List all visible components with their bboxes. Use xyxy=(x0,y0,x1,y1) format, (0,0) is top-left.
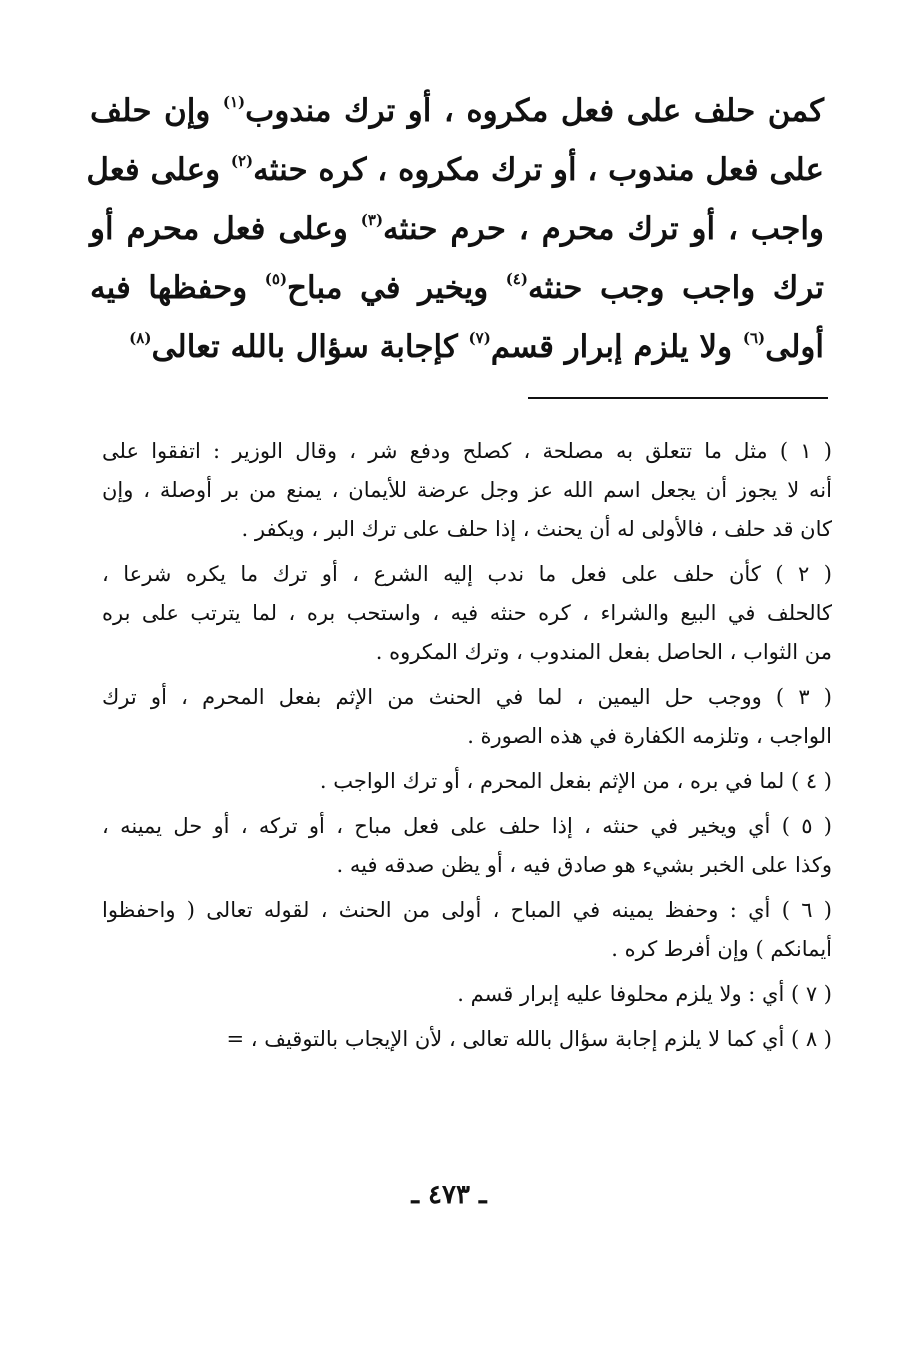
footnote-line: ( ٤ ) لما في بره ، من الإثم بفعل المحرم ، أو ترك الواجب . xyxy=(319,769,832,793)
footnote-marker[interactable]: (٨) xyxy=(129,329,152,347)
main-text-segment: ترك واجب وجب حنثه xyxy=(527,270,824,306)
footnote-line: من الثواب ، الحاصل بفعل المندوب ، وترك المكروه . xyxy=(375,640,832,664)
footnote-8 xyxy=(102,1020,832,1059)
footnote-marker[interactable]: (٤) xyxy=(505,270,528,288)
main-text-segment: وعلى فعل محرم أو xyxy=(90,211,361,247)
footnote-line: ( ٥ ) أي ويخير في حنثه ، إذا حلف على فعل مباح ، أو تركه ، أو حل يمينه ، xyxy=(102,814,832,838)
main-text-line xyxy=(90,259,824,318)
footnote-3 xyxy=(102,678,832,756)
footnote-marker[interactable]: (١) xyxy=(222,93,246,111)
footnote-separator xyxy=(528,397,828,399)
footnote-line: ( ٣ ) ووجب حل اليمين ، لما في الحنث من الإثم بفعل المحرم ، أو ترك xyxy=(102,685,832,709)
footnote-marker[interactable]: (٦) xyxy=(742,329,766,347)
footnote-marker[interactable]: (٢) xyxy=(230,152,254,170)
footnote-line: وكذا على الخبر بشيء هو صادق فيه ، أو يظن صدقه فيه . xyxy=(336,853,832,877)
footnote-marker[interactable]: (٣) xyxy=(360,211,384,229)
main-text-segment: وإن حلف xyxy=(90,93,223,129)
footnote-line: ( ٦ ) أي : وحفظ يمينه في المباح ، أولى من الحنث ، لقوله تعالى ( واحفظوا xyxy=(102,898,832,922)
footnote-5 xyxy=(102,807,832,885)
main-text-segment: كمن حلف على فعل مكروه ، أو ترك مندوب xyxy=(245,93,825,129)
footnote-marker[interactable]: (٥) xyxy=(264,270,288,288)
footnote-4 xyxy=(102,762,832,801)
footnote-6 xyxy=(102,891,832,969)
footnote-line: ( ٧ ) أي : ولا يلزم محلوفا عليه إبرار قسم . xyxy=(457,982,832,1006)
footnote-line: ( ٢ ) كأن حلف على فعل ما ندب إليه الشرع ، أو ترك ما يكره شرعا ، xyxy=(102,562,832,586)
footnotes-section xyxy=(102,432,832,1065)
footnote-line: ( ٨ ) أي كما لا يلزم إجابة سؤال بالله تعالى ، لأن الإيجاب بالتوقيف ، = xyxy=(226,1027,832,1051)
main-text-line xyxy=(86,141,824,200)
footnote-7 xyxy=(102,975,832,1014)
main-text-segment: واجب ، أو ترك محرم ، حرم حنثه xyxy=(383,211,824,247)
footnote-marker[interactable]: (٧) xyxy=(468,329,491,347)
footnote-line: الواجب ، وتلزمه الكفارة في هذه الصورة . xyxy=(467,724,832,748)
main-text-segment: وعلى فعل xyxy=(86,152,231,188)
footnote-line: أيمانكم ) وإن أفرط كره . xyxy=(611,937,832,961)
main-text-segment: وحفظها فيه xyxy=(90,270,265,306)
main-text-line xyxy=(90,318,824,377)
main-text-block xyxy=(86,82,825,377)
main-text-segment: أولى xyxy=(765,329,824,365)
main-text-segment: ويخير في مباح xyxy=(287,270,506,306)
main-text-segment: كإجابة سؤال بالله تعالى xyxy=(151,329,469,365)
footnote-line: كان قد حلف ، فالأولى له أن يحنث ، إذا حلف على ترك البر ، ويكفر . xyxy=(241,517,832,541)
main-text-segment: ولا يلزم إبرار قسم xyxy=(490,329,743,365)
page-number: ـ ٤٧٣ ـ xyxy=(411,1180,487,1210)
footnote-1 xyxy=(102,432,832,549)
footnote-line: أنه لا يجوز أن يجعل اسم الله عز وجل عرضة للأيمان ، يمنع من بر أوصلة ، وإن xyxy=(102,478,832,502)
footnote-line: ( ١ ) مثل ما تتعلق به مصلحة ، كصلح ودفع شر ، وقال الوزير : اتفقوا على xyxy=(102,439,832,463)
main-text-segment: على فعل مندوب ، أو ترك مكروه ، كره حنثه xyxy=(253,152,824,188)
footnote-2 xyxy=(102,555,832,672)
main-text-line xyxy=(90,200,824,259)
main-text-line xyxy=(90,82,824,141)
footnote-line: كالحلف في البيع والشراء ، كره حنثه فيه ، واستحب بره ، لما يترتب على بره xyxy=(102,601,832,625)
